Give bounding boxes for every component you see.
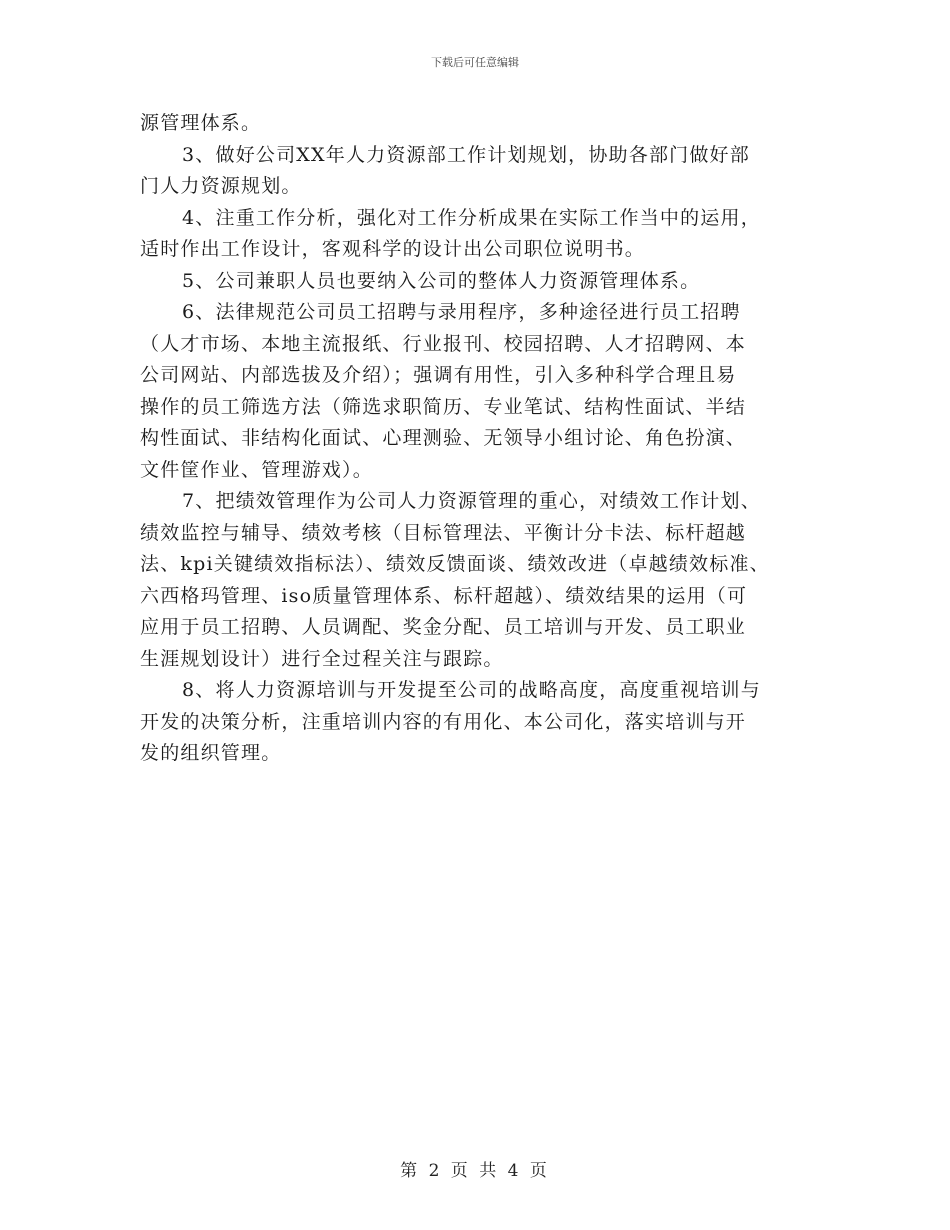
text-line: 门人力资源规划。 <box>140 175 302 197</box>
text-line: 六西格玛管理、iso质量管理体系、标杆超越）、绩效结果的运用（可 <box>140 584 748 607</box>
paragraph <box>140 266 830 298</box>
text-line: 发的组织管理。 <box>140 742 282 764</box>
text-line: 3、做好公司XX年人力资源部工作计划规划，协助各部门做好部 <box>182 143 750 166</box>
text-line: 公司网站、内部选拔及介绍）；强调有用性，引入多种科学合理且易 <box>140 364 737 386</box>
text-line: 开发的决策分析，注重培训内容的有用化、本公司化，落实培训与开 <box>140 710 747 733</box>
text-line: 8、将人力资源培训与开发提至公司的战略高度，高度重视培训与 <box>182 679 761 701</box>
text-line: 构性面试、非结构化面试、心理测验、无领导小组讨论、角色扮演、 <box>140 427 747 449</box>
text-line: 6、法律规范公司员工招聘与录用程序，多种途径进行员工招聘 <box>182 301 741 323</box>
text-line: 文件筐作业、管理游戏）。 <box>140 458 373 481</box>
paragraph <box>140 108 830 140</box>
text-line: 生涯规划设计）进行全过程关注与跟踪。 <box>140 647 504 670</box>
text-line: 绩效监控与辅导、绩效考核（目标管理法、平衡计分卡法、标杆超越 <box>140 521 747 544</box>
text-line: 源管理体系。 <box>140 112 262 134</box>
text-line: 7、把绩效管理作为公司人力资源管理的重心，对绩效工作计划、 <box>182 490 761 512</box>
paragraph <box>140 203 830 266</box>
document-body <box>140 108 830 770</box>
text-line: 4、注重工作分析，强化对工作分析成果在实际工作当中的运用， <box>182 206 761 229</box>
page-header: 下载后可任意编辑 <box>431 56 519 69</box>
text-line: 5、公司兼职人员也要纳入公司的整体人力资源管理体系。 <box>182 269 701 292</box>
text-line: （人才市场、本地主流报纸、行业报刊、校园招聘、人才招聘网、本 <box>140 332 747 355</box>
paragraph <box>140 140 830 203</box>
paragraph <box>140 297 830 486</box>
paragraph <box>140 486 830 675</box>
page-number: 第 2 页 共 4 页 <box>400 1161 550 1181</box>
text-line: 法、kpi关键绩效指标法）、绩效反馈面谈、绩效改进（卓越绩效标准、 <box>140 553 770 575</box>
text-line: 操作的员工筛选方法（筛选求职简历、专业笔试、结构性面试、半结 <box>140 395 747 418</box>
text-line: 适时作出工作设计，客观科学的设计出公司职位说明书。 <box>140 238 646 260</box>
paragraph <box>140 675 830 770</box>
text-line: 应用于员工招聘、人员调配、奖金分配、员工培训与开发、员工职业 <box>140 616 747 638</box>
